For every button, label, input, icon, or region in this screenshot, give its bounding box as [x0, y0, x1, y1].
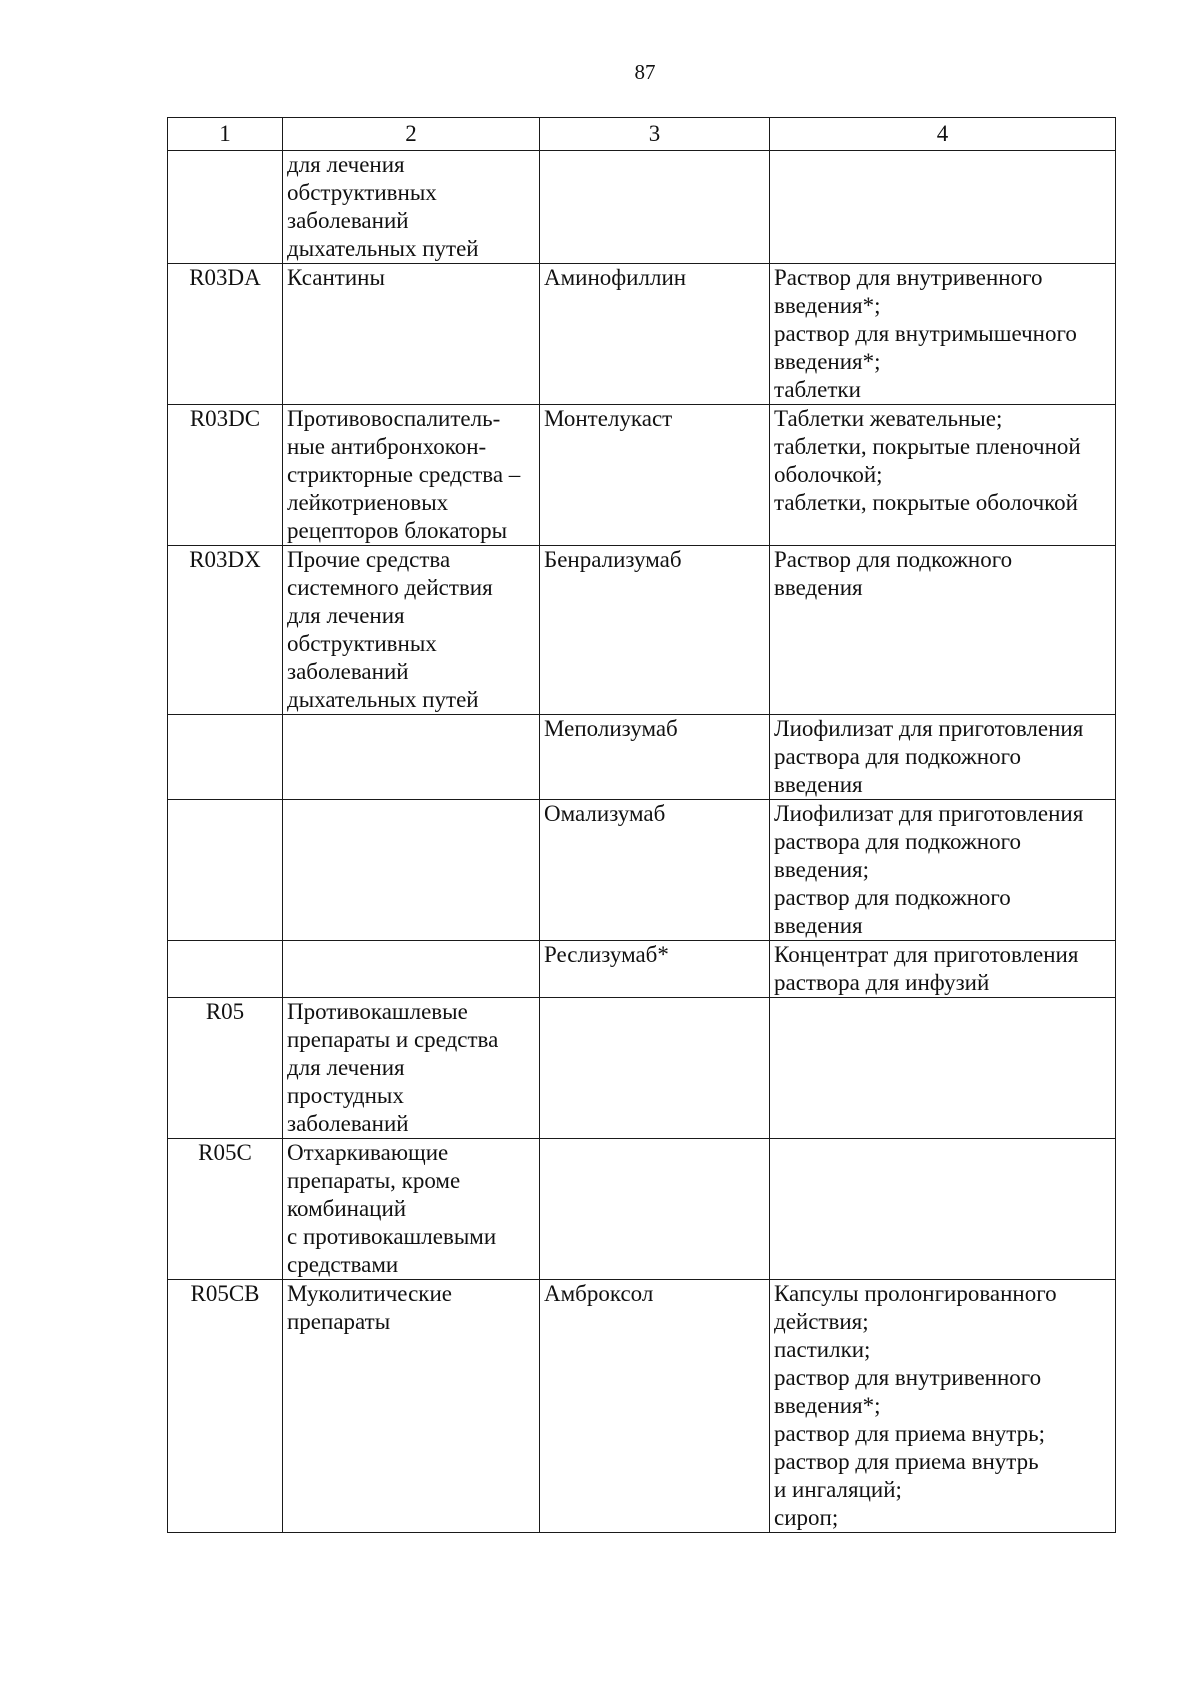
table-row: [168, 715, 1116, 800]
dosage-form-cell: Раствор для подкожного введения: [770, 546, 1116, 715]
drug-table: [167, 117, 1116, 1533]
dosage-form-cell: [770, 998, 1116, 1139]
table-header-row: [168, 118, 1116, 151]
group-name-cell: Противокашлевые препараты и средства для лечения простудных заболеваний: [283, 998, 540, 1139]
drug-name-cell: Бенрализумаб: [540, 546, 770, 715]
drug-name-cell: Омализумаб: [540, 800, 770, 941]
group-name-cell: Ксантины: [283, 264, 540, 405]
atc-code-cell: [168, 800, 283, 941]
drug-name-cell: Меполизумаб: [540, 715, 770, 800]
table-row: [168, 1139, 1116, 1280]
drug-name-cell: Монтелукаст: [540, 405, 770, 546]
table-row: [168, 800, 1116, 941]
drug-name-cell: [540, 1139, 770, 1280]
dosage-form-cell: Концентрат для приготовления раствора для инфузий: [770, 941, 1116, 998]
group-name-cell: Противовоспалитель- ные антибронхокон- стрикторные средства – лейкотриеновых рецепторов блокаторы: [283, 405, 540, 546]
atc-code-cell: R03DC: [168, 405, 283, 546]
drug-name-cell: Аминофиллин: [540, 264, 770, 405]
table-row: [168, 1280, 1116, 1533]
drug-name-cell: [540, 151, 770, 264]
dosage-form-cell: [770, 151, 1116, 264]
group-name-cell: [283, 800, 540, 941]
table-row: [168, 405, 1116, 546]
column-header-3: 3: [540, 118, 770, 151]
column-header-2: 2: [283, 118, 540, 151]
table-row: [168, 151, 1116, 264]
column-header-1: 1: [168, 118, 283, 151]
page-number: 87: [634, 60, 656, 84]
dosage-form-cell: Лиофилизат для приготовления раствора для подкожного введения; раствор для подкожного введения: [770, 800, 1116, 941]
dosage-form-cell: [770, 1139, 1116, 1280]
atc-code-cell: R03DA: [168, 264, 283, 405]
group-name-cell: [283, 941, 540, 998]
column-header-4: 4: [770, 118, 1116, 151]
atc-code-cell: [168, 715, 283, 800]
group-name-cell: для лечения обструктивных заболеваний дыхательных путей: [283, 151, 540, 264]
group-name-cell: Муколитические препараты: [283, 1280, 540, 1533]
atc-code-cell: R05C: [168, 1139, 283, 1280]
atc-code-cell: [168, 151, 283, 264]
group-name-cell: Прочие средства системного действия для лечения обструктивных заболеваний дыхательных путей: [283, 546, 540, 715]
atc-code-cell: R03DX: [168, 546, 283, 715]
table-row: [168, 941, 1116, 998]
dosage-form-cell: Капсулы пролонгированного действия; пастилки; раствор для внутривенного введения*; раствор для приема внутрь; раствор для приема внутрь и ингаляций; сироп;: [770, 1280, 1116, 1533]
group-name-cell: [283, 715, 540, 800]
dosage-form-cell: Лиофилизат для приготовления раствора для подкожного введения: [770, 715, 1116, 800]
table-row: [168, 546, 1116, 715]
dosage-form-cell: Таблетки жевательные; таблетки, покрытые пленочной оболочкой; таблетки, покрытые оболочкой: [770, 405, 1116, 546]
drug-name-cell: Реслизумаб*: [540, 941, 770, 998]
atc-code-cell: R05CB: [168, 1280, 283, 1533]
table-row: [168, 998, 1116, 1139]
atc-code-cell: R05: [168, 998, 283, 1139]
atc-code-cell: [168, 941, 283, 998]
table-row: [168, 264, 1116, 405]
dosage-form-cell: Раствор для внутривенного введения*; раствор для внутримышечного введения*; таблетки: [770, 264, 1116, 405]
drug-name-cell: [540, 998, 770, 1139]
drug-name-cell: Амброксол: [540, 1280, 770, 1533]
group-name-cell: Отхаркивающие препараты, кроме комбинаций с противокашлевыми средствами: [283, 1139, 540, 1280]
